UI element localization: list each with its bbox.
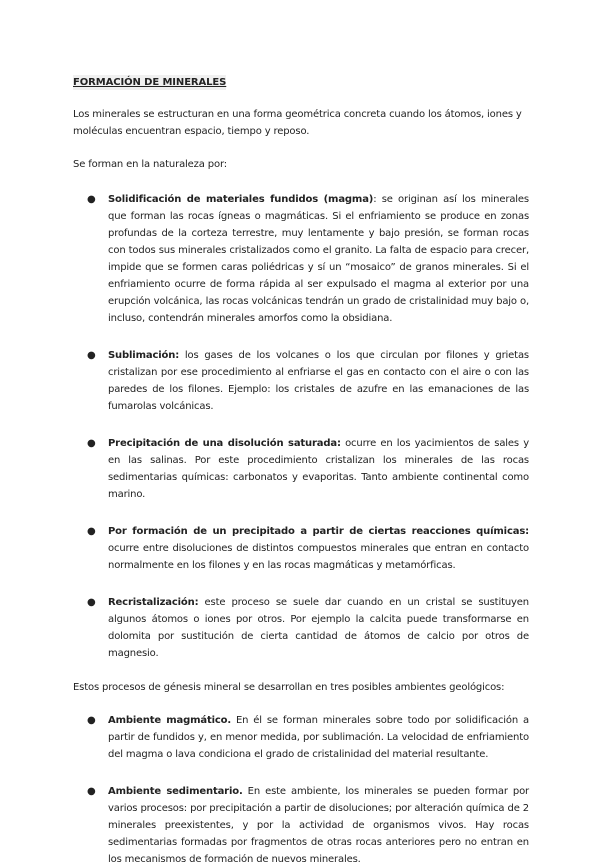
page-title: FORMACIÓN DE MINERALES — [73, 77, 227, 88]
bullet-icon: ● — [87, 526, 96, 537]
list-item-text: ocurre entre disoluciones de distintos compuestos minerales que entran en contacto normalmente en los filones y en las rocas magmáticas y metamórficas. — [108, 543, 529, 571]
list-item-term: Ambiente sedimentario. — [108, 786, 243, 797]
bullet-icon: ● — [87, 438, 96, 449]
lead-paragraph: Se forman en la naturaleza por: — [73, 159, 227, 170]
bridge-paragraph: Estos procesos de génesis mineral se desarrollan en tres posibles ambientes geológicos: — [73, 682, 505, 693]
bullet-icon: ● — [87, 597, 96, 608]
list-item-term: Solidificación de materiales fundidos (magma) — [108, 194, 374, 205]
intro-paragraph: Los minerales se estructuran en una forma geométrica concreta cuando los átomos, iones y moléculas encuentran espacio, tiempo y reposo. — [73, 109, 522, 137]
bullet-icon: ● — [87, 715, 96, 726]
list-item-text: este proceso se suele dar cuando en un cristal se sustituyen algunos átomos o iones por otros. Por ejemplo la calcita puede transformarse en dolomita por sustitución de cierta cantidad de átomos de calcio por otros de magnesio. — [108, 597, 529, 659]
list-item-sublimation — [73, 347, 529, 415]
bullet-icon: ● — [87, 350, 96, 361]
geological-environments-list — [73, 712, 529, 868]
list-item-term: Por formación de un precipitado a partir de ciertas reacciones químicas: — [108, 526, 529, 537]
list-item-precipitation — [73, 435, 529, 503]
list-item-text: : se originan así los minerales que forman las rocas ígneas o magmáticas. Si el enfriamiento se produce en zonas profundas de la corteza terrestre, muy lentamente y bajo presión, se forman rocas con todos sus minerales cristalizados como el granito. La falta de espacio para crecer, impide que se formen caras poliédricas y sí un “mosaico” de granos minerales. Si el enfriamiento ocurre de forma rápida al ser expulsado el magma al exterior por una erupción volcánica, las rocas volcánicas tendrán un grado de cristalinidad muy bajo o, incluso, contendrán minerales amorfos como la obsidiana. — [108, 194, 529, 324]
bullet-icon: ● — [87, 194, 96, 205]
list-item-magmatic — [73, 712, 529, 763]
list-item-recrystallization — [73, 594, 529, 662]
list-item-text: ocurre en los yacimientos de sales y en las salinas. Por este procedimiento cristalizan los minerales de las rocas sedimentarias químicas: carbonatos y evaporitas. Tanto ambiente continental como marino. — [108, 438, 529, 500]
list-item-term: Recristalización: — [108, 597, 199, 608]
list-item-term: Sublimación: — [108, 350, 180, 361]
list-item-text: los gases de los volcanes o los que circulan por filones y grietas cristalizan por ese procedimiento al enfriarse el gas en contacto con el aire o con las paredes de los filones. Ejemplo: los cristales de azufre en las emanaciones de las fumarolas volcánicas. — [108, 350, 529, 412]
bullet-icon: ● — [87, 786, 96, 797]
list-item-term: Precipitación de una disolución saturada: — [108, 438, 341, 449]
list-item-text: En este ambiente, los minerales se pueden formar por varios procesos: por precipitación a partir de disoluciones; por alteración química de 2 minerales preexistentes, y por la actividad de organismos vivos. Hay rocas sedimentarias formadas por fragmentos de otras rocas anteriores pero no entran en los mecanismos de formación de nuevos minerales. — [108, 786, 530, 865]
list-item-term: Ambiente magmático. — [108, 715, 232, 726]
list-item-text: En él se forman minerales sobre todo por solidificación a partir de fundidos y, en menor medida, por sublimación. La velocidad de enfriamiento del magma o lava condiciona el grado de cristalinidad del material resultante. — [108, 715, 530, 760]
list-item-chemical-reactions — [73, 523, 529, 574]
formation-processes-list — [73, 191, 529, 662]
list-item-sedimentary — [73, 783, 529, 868]
list-item-solidification — [73, 191, 529, 327]
